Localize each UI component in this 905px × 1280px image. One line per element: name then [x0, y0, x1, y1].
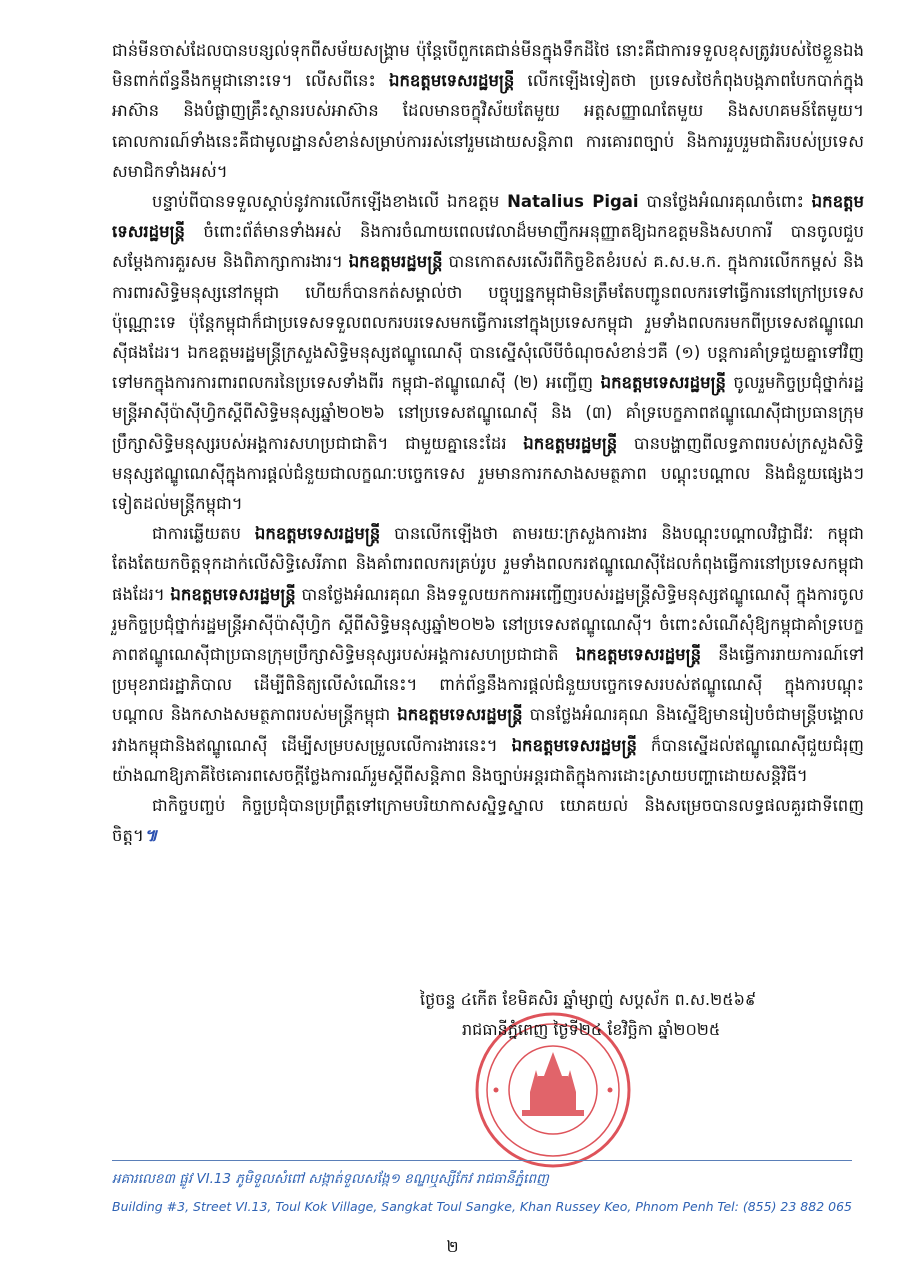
- p2-minister-title-2: ឯកឧត្តមរដ្ឋមន្ត្រី: [348, 252, 443, 272]
- p1-minister-title: ឯកឧត្តមទេសរដ្ឋមន្ត្រី: [388, 71, 515, 91]
- p4-text-a: ជាកិច្ចបញ្ចប់ កិច្ចប្រជុំបានប្រព្រឹត្តទៅក្រោមបរិយាកាសស្និទ្ធស្នាល យោគយល់ និងសម្រេចបានលទ្ធផលគួរជាទីពេញចិត្ត។: [112, 796, 864, 846]
- p3-text-g: នឹងធ្វើការរាយការណ៍ទៅប្រមុខរាជរដ្ឋាភិបាល ដើម្បីពិនិត្យលើសំណើនេះ។ ពាក់ព័ន្ធនឹងការផ្តល់ជំនួយបច្ចេកទេសរបស់ឥណ្ឌូណេស៊ី ក្នុងការបណ្តុះបណ្តាល និងកសាងសមត្ថភាពរបស់មន្ត្រីកម្ពុជា: [112, 645, 864, 725]
- p2-text-h: ចូលរួមកិច្ចប្រជុំថ្នាក់រដ្ឋមន្ត្រីអាស៊ីប៉ាស៊ីហ្វិកស្តីពីសិទ្ធិមនុស្សឆ្នាំ២០២៦ នៅប្រទេសឥណ្ឌូណេស៊ី និង (៣) គាំទ្របេក្ខភាពឥណ្ឌូណេស៊ីជាប្រធានក្រុមប្រឹក្សាសិទ្ធិមនុស្សរបស់អង្គការសហប្រជាជាតិ។ ជាមួយគ្នានេះដែរ: [112, 373, 865, 453]
- footer-address-khmer: អគារលេខ៣ ផ្លូវ VI.13 ភូមិទួលសំពៅ សង្កាត់ទួលសង្កែ១ ខណ្ឌឬស្សីកែវ រាជធានីភ្នំពេញ: [112, 1171, 549, 1187]
- p2-text-d: ចំពោះព័ត៌មានទាំងអស់ និងការចំណាយពេលវេលាដ៏មមាញឹកអនុញ្ញាតឱ្យឯកឧត្តមនិងសហការី បានចូលជួបសម្តែងការគួរសម និងពិភាក្សាការងារ។: [112, 222, 864, 272]
- p2-text-a: បន្ទាប់ពីបានទទួលស្តាប់នូវការលើកឡើងខាងលើ ឯកឧត្តម: [152, 192, 508, 212]
- p3-text-i: បានថ្លែងអំណរគុណ និងស្នើឱ្យមានរៀបចំជាមន្ត្រីបង្គោលរវាងកម្ពុជានិងឥណ្ឌូណេស៊ី ដើម្បីសម្របសម្រួលលើការងារនេះ។: [112, 705, 864, 755]
- p3-text-c: បានលើកឡើងថា តាមរយៈក្រសួងការងារ និងបណ្តុះបណ្តាលវិជ្ជាជីវៈ កម្ពុជាតែងតែយកចិត្តទុកដាក់លើសិទ្ធិសេរីភាព និងគាំពារពលករគ្រប់រូប រួមទាំងពលករឥណ្ឌូណេស៊ីដែលកំពុងធ្វើការនៅប្រទេសកម្ពុជាផងដែរ។: [112, 524, 864, 604]
- p3-minister-title-2: ឯកឧត្តមទេសរដ្ឋមន្ត្រី: [170, 584, 296, 604]
- p3-minister-title-4: ឯកឧត្តមទេសរដ្ឋមន្ត្រី: [397, 705, 523, 725]
- p3-minister-title-5: ឯកឧត្តមទេសរដ្ឋមន្ត្រី: [511, 735, 637, 755]
- footer-telephone: Tel: (855) 23 882 065: [717, 1199, 852, 1214]
- p3-text-a: ជាការឆ្លើយតប: [152, 524, 255, 544]
- lunar-date: ថ្ងៃចន្ទ ៤កើត ខែមិគសិរ ឆ្នាំម្សាញ់ សប្តស័ក ព.ស.២៥៦៩: [420, 990, 757, 1009]
- p1-text-a: ជាន់មីនចាស់ដែលបានបន្សល់ទុកពីសម័យសង្គ្រាម ប៉ុន្តែបើពួកគេជាន់មីនក្នុងទឹកដីថៃ នោះគឺជាការទទួលខុសត្រូវរបស់ថៃខ្លួនឯង មិនពាក់ព័ន្ធនឹងកម្ពុជានោះទេ។ លើសពីនេះ: [112, 41, 864, 91]
- p3-text-k: ក៏បានស្នើដល់ឥណ្ឌូណេស៊ីជួយជំរុញយ៉ាងណាឱ្យភាគីថៃគោរពសេចក្តីថ្លែងការណ៍រួមស្តីពីសន្តិភាព និងច្បាប់អន្តរជាតិក្នុងការដោះស្រាយបញ្ហាដោយសន្តិវិធី។: [112, 735, 864, 785]
- page-number: ២: [446, 1237, 459, 1256]
- date-block: [420, 985, 860, 1045]
- footer-divider: [112, 1160, 852, 1161]
- paragraph-1: [112, 36, 864, 187]
- p2-minister-title-4: ឯកឧត្តមរដ្ឋមន្ត្រី: [523, 433, 618, 453]
- paragraph-2: [112, 187, 864, 519]
- p1-text-c: លើកឡើងទៀតថា ប្រទេសថៃកំពុងបង្កភាពបែកបាក់ក្នុងអាស៊ាន និងបំផ្លាញគ្រឹះស្ថានរបស់អាស៊ាន ដែលមានចក្ខុវិស័យតែមួយ អត្តសញ្ញាណតែមួយ និងសហគមន៍តែមួយ។ គោលការណ៍ទាំងនេះគឺជាមូលដ្ឋានសំខាន់សម្រាប់ការរស់នៅរួមដោយសន្តិភាព ការគោរពច្បាប់ និងការរួបរួមជាតិរបស់ប្រទេសសមាជិកទាំងអស់។: [112, 71, 864, 181]
- footer-address-english: Building #3, Street VI.13, Toul Kok Village, Sangkat Toul Sangke, Khan Russey Keo, Phnom Penh: [112, 1199, 714, 1214]
- end-mark: ៕: [143, 826, 158, 846]
- p2-text-j: បានបង្ហាញពីលទ្ធភាពរបស់ក្រសួងសិទ្ធិមនុស្សឥណ្ឌូណេស៊ីក្នុងការផ្តល់ជំនួយជាលក្ខណៈបច្ចេកទេស រួមមានការកសាងសមត្ថភាព បណ្តុះបណ្តាល និងជំនួយផ្សេងៗទៀតដល់មន្ត្រីកម្ពុជា។: [112, 433, 864, 514]
- paragraph-4: [112, 791, 864, 851]
- document-body: [112, 36, 864, 851]
- p2-text-f: បានកោតសរសើរពីកិច្ចខិតខំរបស់ គ.ស.ម.ក. ក្នុងការលើកកម្ពស់ និងការពារសិទ្ធិមនុស្សនៅកម្ពុជា ហើយក៏បានកត់សម្គាល់ថា បច្ចុប្បន្នកម្ពុជាមិនត្រឹមតែបញ្ជូនពលករទៅធ្វើការនៅក្រៅប្រទេសប៉ុណ្ណោះទេ ប៉ុន្តែកម្ពុជាក៏ជាប្រទេសទទួលពលករបរទេសមកធ្វើការនៅក្នុងប្រទេសកម្ពុជា រួមទាំងពលករមកពីប្រទេសឥណ្ឌូណេស៊ីផងដែរ។ ឯកឧត្តមរដ្ឋមន្ត្រីក្រសួងសិទ្ធិមនុស្សឥណ្ឌូណេស៊ី បានស្នើសុំលើបីចំណុចសំខាន់ៗគឺ (១) បន្តការគាំទ្រជួយគ្នាទៅវិញទៅមកក្នុងការការពារពលករនៃប្រទេសទាំងពីរ កម្ពុជា-ឥណ្ឌូណេស៊ី (២) អញ្ជើញ: [112, 252, 864, 393]
- p2-minister-title-1: ឯកឧត្តមទេសរដ្ឋមន្ត្រី: [112, 192, 865, 242]
- solar-date: រាជធានីភ្នំពេញ ថ្ងៃទី២៤ ខែវិច្ឆិកា ឆ្នាំ២០២៥: [462, 1020, 721, 1039]
- p2-text-b: បានថ្លែងអំណរគុណចំពោះ: [638, 192, 812, 212]
- paragraph-3: [112, 519, 864, 791]
- p3-text-e: បានថ្លែងអំណរគុណ និងទទួលយកការអញ្ជើញរបស់រដ្ឋមន្ត្រីសិទ្ធិមនុស្សឥណ្ឌូណេស៊ី ក្នុងការចូលរួមកិច្ចប្រជុំថ្នាក់រដ្ឋមន្ត្រីអាស៊ីប៉ាស៊ីហ្វិក ស្តីពីសិទ្ធិមនុស្សឆ្នាំ២០២៦ នៅប្រទេសឥណ្ឌូណេស៊ី។ ចំពោះសំណើសុំឱ្យកម្ពុជាគាំទ្របេក្ខភាពឥណ្ឌូណេស៊ីជាប្រធានក្រុមប្រឹក្សាសិទ្ធិមនុស្សរបស់អង្គការសហប្រជាជាតិ: [112, 584, 864, 665]
- p3-minister-title-1: ឯកឧត្តមទេសរដ្ឋមន្ត្រី: [254, 524, 381, 544]
- p2-guest-name: Natalius Pigai: [507, 192, 639, 212]
- p2-minister-title-3: ឯកឧត្តមទេសរដ្ឋមន្ត្រី: [600, 373, 726, 393]
- p3-minister-title-3: ឯកឧត្តមទេសរដ្ឋមន្ត្រី: [575, 645, 702, 665]
